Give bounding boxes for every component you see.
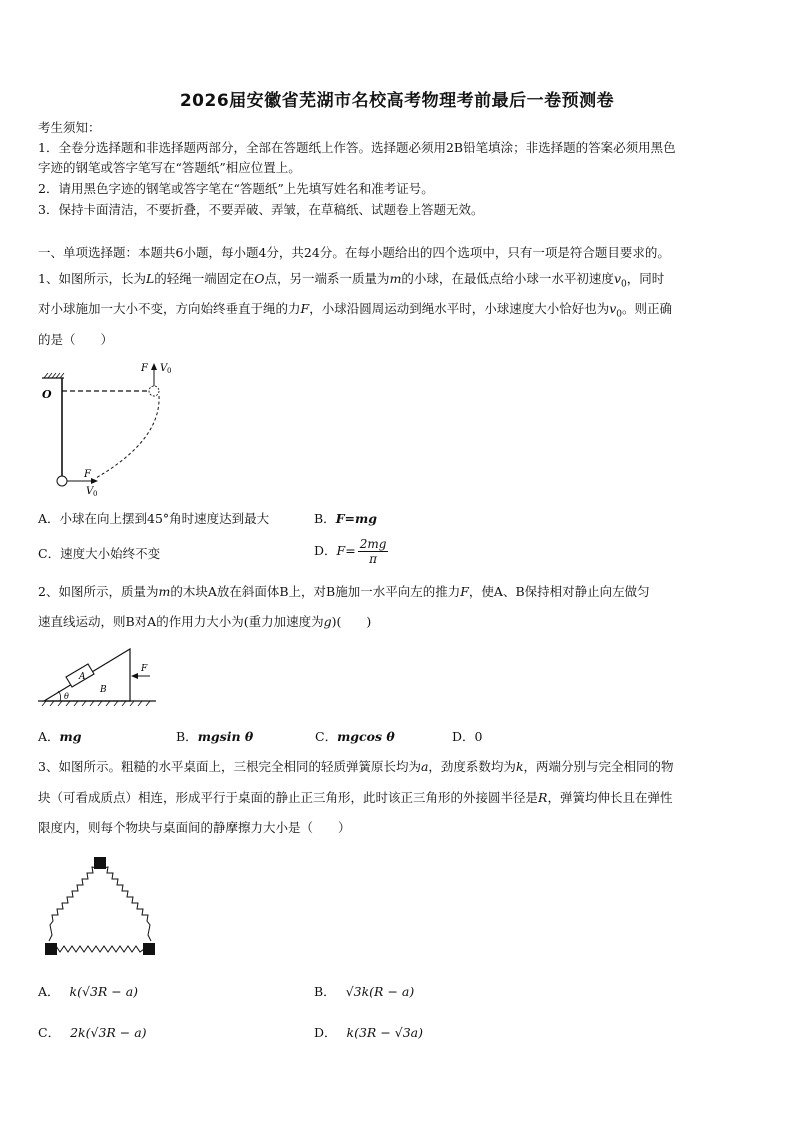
q1-fig-label-v0-bottom-sub: 0 bbox=[93, 490, 98, 498]
q2-fig-label-A: A bbox=[79, 672, 86, 682]
q2-option-b[interactable]: B．mgsin θ bbox=[176, 729, 254, 744]
q1-pendulum-figure bbox=[36, 360, 186, 500]
q1-option-a[interactable]: A．小球在向上摆到45°角时速度达到最大 bbox=[38, 511, 270, 526]
q3-block-left bbox=[45, 943, 57, 955]
q1-line-2: 对小球施加一大小不变，方向始终垂直于绳的力F，小球沿圆周运动到绳水平时，小球速度大小恰好也为$v_0$。则正确 bbox=[38, 301, 673, 320]
q2-option-c[interactable]: C．mgcos θ bbox=[315, 729, 395, 744]
q3-block-top bbox=[94, 857, 106, 869]
q3-line-3: 限度内，则每个物块与桌面间的静摩擦力大小是（ ） bbox=[38, 820, 351, 835]
notice-heading: 考生须知： bbox=[38, 120, 101, 135]
q1-line-1: 1、如图所示，长为L的轻绳一端固定在O点，另一端系一质量为m的小球，在最低点给小球一水平初速度$v_0$，同时 bbox=[38, 271, 665, 290]
q2-line-2: 速直线运动，则B对A的作用力大小为(重力加速度为g)( ) bbox=[38, 614, 372, 629]
q1-option-b[interactable]: B．F=mg bbox=[314, 511, 378, 526]
notice-item-1: 1．全卷分选择题和非选择题两部分，全部在答题纸上作答。选择题必须用2B铅笔填涂；非选择题的答案必须用黑色 bbox=[38, 140, 676, 155]
q3-spring-left bbox=[49, 865, 100, 941]
q3-option-d[interactable]: D． k(3R − √3a) bbox=[314, 1025, 424, 1040]
q2-incline-figure bbox=[38, 645, 163, 710]
notice-item-1-cont: 字迹的钢笔或答字笔写在“答题纸”相应位置上。 bbox=[38, 160, 301, 175]
q2-fig-label-F: F bbox=[141, 664, 148, 674]
q3-line-2: 块（可看成质点）相连，形成平行于桌面的静止正三角形，此时该正三角形的外接圆半径是R，弹簧均伸长且在弹性 bbox=[38, 790, 673, 805]
q3-spring-triangle-figure bbox=[42, 855, 162, 959]
q3-block-right bbox=[143, 943, 155, 955]
q3-spring-right bbox=[100, 865, 151, 941]
q2-line-1: 2、如图所示，质量为m的木块A放在斜面体B上，对B施加一水平向左的推力F，使A、B保持相对静止向左做匀 bbox=[38, 584, 650, 599]
q2-option-d[interactable]: D．0 bbox=[452, 729, 483, 744]
q3-spring-bottom bbox=[52, 946, 144, 952]
q1-option-d[interactable]: D．F= $\frac{2mg}{\pi}$ bbox=[314, 537, 387, 566]
q2-option-a[interactable]: A．mg bbox=[38, 729, 82, 744]
q3-option-c[interactable]: C． 2k(√3R − a) bbox=[38, 1025, 147, 1040]
q1-fig-label-v0-bottom: V bbox=[86, 486, 94, 497]
q1-fig-label-v0-top: V bbox=[160, 363, 168, 374]
q1-fig-label-O: O bbox=[42, 388, 52, 401]
q3-option-b[interactable]: B． √3k(R − a) bbox=[314, 984, 415, 999]
notice-item-2: 2．请用黑色字迹的钢笔或答字笔在“答题纸”上先填写姓名和准考证号。 bbox=[38, 181, 434, 196]
q1-line-3: 的是（ ） bbox=[38, 332, 114, 347]
q1-fig-label-F-top: F bbox=[141, 363, 148, 374]
q1-option-c[interactable]: C．速度大小始终不变 bbox=[38, 546, 161, 561]
q2-fig-label-theta: θ bbox=[64, 692, 69, 701]
notice-item-3: 3．保持卡面清洁，不要折叠，不要弄破、弄皱，在草稿纸、试题卷上答题无效。 bbox=[38, 202, 484, 217]
q1-fig-label-v0-top-sub: 0 bbox=[167, 367, 172, 375]
q3-line-1: 3、如图所示。粗糙的水平桌面上，三根完全相同的轻质弹簧原长均为a，劲度系数均为k，两端分别与完全相同的物 bbox=[38, 759, 674, 774]
q3-option-a[interactable]: A． k(√3R − a) bbox=[38, 984, 139, 999]
page-title: 2026届安徽省芜湖市名校高考物理考前最后一卷预测卷 bbox=[179, 91, 615, 111]
q2-fig-label-B: B bbox=[100, 685, 107, 695]
section-heading: 一、单项选择题：本题共6小题，每小题4分，共24分。在每小题给出的四个选项中，只有一项是符合题目要求的。 bbox=[38, 245, 670, 260]
q1-fig-label-F-bottom: F bbox=[84, 469, 91, 480]
